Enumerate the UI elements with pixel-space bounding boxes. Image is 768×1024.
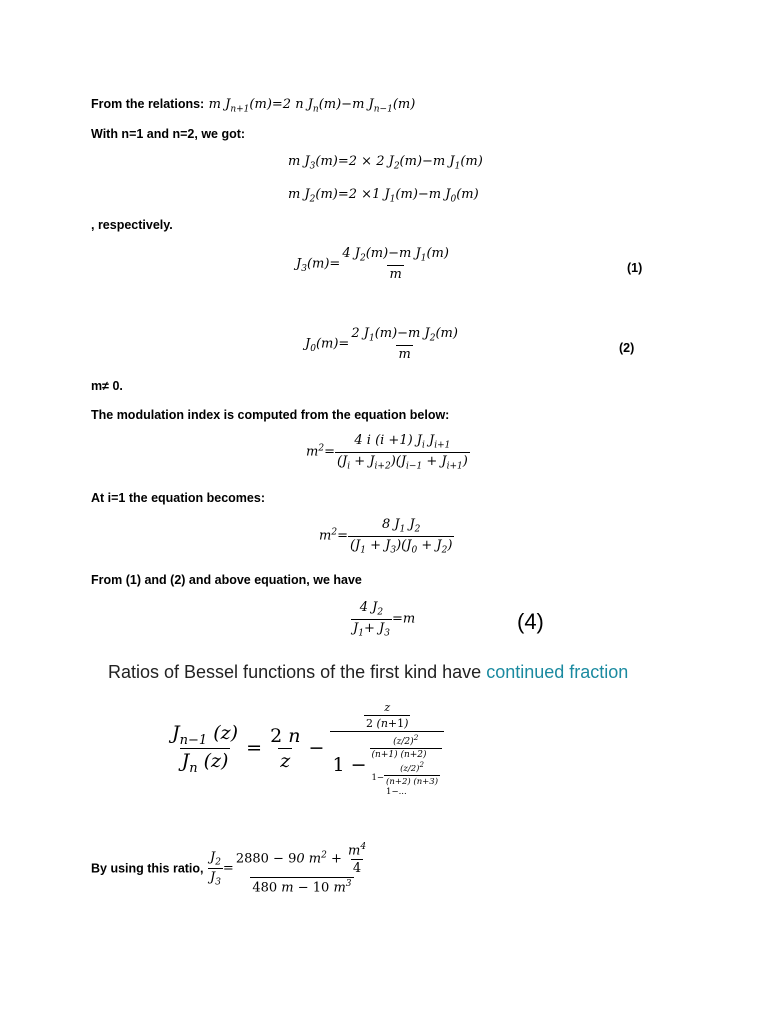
recurrence-formula: m $J_{n+1}(m)=2$ n $J_n(m)-m$ $J_{n-1}(m)$ [208,97,416,115]
equation-mj2: m $J_2(m)=2 \times 1$ $J_1(m)-m$ $J_0(m)$ [288,187,479,205]
equation-1-number: (1) [627,261,643,275]
equation-m-squared-i1: $m^2=$ $\frac{8 J_1 J_2}{(J_1 + J_3)(J_0 + J_2)}$ [319,517,453,556]
from-1-and-2-line: From (1) and (2) and above equation, we have [91,573,362,587]
m-not-zero: m≠ 0. [91,379,123,393]
ratio-heading-text: Ratios of Bessel functions of the first kind have [108,662,487,682]
equation-4-number: (4) [517,609,544,634]
equation-2: $J_0(m)=$ $\frac{2 J_1(m)-m J_2(m)}{m}$ [305,326,458,362]
relations-line [91,95,415,115]
modulation-index-line: The modulation index is computed from the equation below: [91,408,450,422]
continued-fraction-formula: $\frac{J_{n-1} (z)}{J_n (z)}$ = $\frac{2 n}{z}$ − $\frac{z}{2 (n+1)}$ 1 − $(z/2)^2$ (n+1) (n+2) 1− $(z/2)^2$ (n+2) (n+3) 1−... [170,701,444,797]
respectively-line: , respectively. [91,218,173,232]
ratio-usage-label: By using this ratio, [91,861,204,876]
at-i1-line: At i=1 the equation becomes: [91,491,265,505]
ratio-formula: $\frac{J_2}{J_3}$ = 2880 − 90 $m^2$ + $\frac{m^4}{4}$ 480 m − 10 $m^3$ [209,842,367,896]
with-n-line: With n=1 and n=2, we got: [91,127,246,141]
equation-2-number: (2) [619,341,635,355]
equation-4: $\frac{4 J_2}{J_1+ J_3}$ =m [353,600,416,639]
ratio-usage-line [91,842,370,896]
equation-1: $J_3(m)=$ $\frac{4 J_2(m)-m J_1(m)}{m}$ [296,246,449,282]
continued-fraction-link[interactable]: continued fraction [486,662,629,682]
equation-mj3: m $J_3(m)=2 \times 2$ $J_2(m)-m$ $J_1(m)$ [288,154,483,172]
ratio-heading [108,662,628,683]
relations-label: From the relations: [91,97,205,111]
equation-m-squared-general: $m^2=$ $\frac{4 i (i +1) J_i J_{i+1}}{(J_i + J_{i+2})(J_{i-1} + J_{i+1})}$ [306,433,468,472]
